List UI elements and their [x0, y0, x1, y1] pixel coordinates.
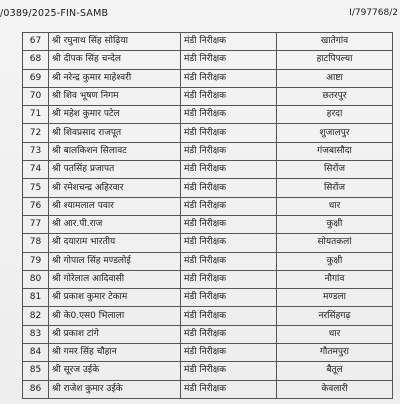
designation-cell: मंडी निरीक्षक [181, 362, 277, 380]
name-cell: श्री सूरज उईके [49, 362, 181, 380]
serial-number-cell: 69 [23, 69, 49, 87]
table-row [23, 289, 393, 307]
posting-place-cell: छतरपुर [277, 87, 393, 105]
table-row [23, 270, 393, 288]
name-cell: श्री शिवप्रसाद राजपूत [49, 124, 181, 142]
posting-place-cell: खातेगांव [277, 33, 393, 51]
designation-cell: मंडी निरीक्षक [181, 69, 277, 87]
table-row [23, 179, 393, 197]
designation-cell: मंडी निरीक्षक [181, 106, 277, 124]
serial-number-cell: 83 [23, 325, 49, 343]
table-row [23, 234, 393, 252]
name-cell: श्री रघुनाथ सिंह सोढ़िया [49, 33, 181, 51]
name-cell: श्री महेश कुमार पटेल [49, 106, 181, 124]
serial-number-cell: 71 [23, 106, 49, 124]
designation-cell: मंडी निरीक्षक [181, 252, 277, 270]
designation-cell: मंडी निरीक्षक [181, 289, 277, 307]
serial-number-cell: 84 [23, 344, 49, 362]
serial-number-cell: 67 [23, 33, 49, 51]
file-reference: /0389/2025-FIN-SAMB [0, 8, 109, 19]
table-row [23, 380, 393, 398]
name-cell: श्री गोरेलाल आदिवासी [49, 270, 181, 288]
name-cell: श्री शिव भूषण निगम [49, 87, 181, 105]
table-row [23, 344, 393, 362]
name-cell: श्री श्यामलाल पवार [49, 197, 181, 215]
name-cell: श्री बालकिशन सिलावट [49, 142, 181, 160]
serial-number-cell: 76 [23, 197, 49, 215]
name-cell: श्री रमेशचन्द्र अहिरवार [49, 179, 181, 197]
table-row [23, 325, 393, 343]
table-row [23, 87, 393, 105]
name-cell: श्री आर.पी.राज [49, 215, 181, 233]
posting-place-cell: हाटपिपल्या [277, 51, 393, 69]
serial-number-cell: 72 [23, 124, 49, 142]
table-row [23, 124, 393, 142]
serial-number-cell: 80 [23, 270, 49, 288]
designation-cell: मंडी निरीक्षक [181, 142, 277, 160]
posting-place-cell: शुजालपुर [277, 124, 393, 142]
posting-place-cell: कुक्षी [277, 215, 393, 233]
posting-place-cell: धार [277, 197, 393, 215]
name-cell: श्री गोपाल सिंह मण्डलोई [49, 252, 181, 270]
serial-number-cell: 74 [23, 161, 49, 179]
name-cell: श्री प्रकाश टांगे [49, 325, 181, 343]
serial-number-cell: 68 [23, 51, 49, 69]
staff-table [22, 32, 393, 399]
table-row [23, 106, 393, 124]
posting-place-cell: सोयतकलां [277, 234, 393, 252]
posting-place-cell: कुक्षी [277, 252, 393, 270]
name-cell: श्री नरेन्द्र कुमार माहेश्वरी [49, 69, 181, 87]
posting-place-cell: हरदा [277, 106, 393, 124]
serial-number-cell: 75 [23, 179, 49, 197]
posting-place-cell: केवलारी [277, 380, 393, 398]
serial-number-cell: 77 [23, 215, 49, 233]
table-row [23, 142, 393, 160]
designation-cell: मंडी निरीक्षक [181, 307, 277, 325]
table-row [23, 161, 393, 179]
designation-cell: मंडी निरीक्षक [181, 179, 277, 197]
name-cell: श्री राजेश कुमार उईके [49, 380, 181, 398]
designation-cell: मंडी निरीक्षक [181, 215, 277, 233]
posting-place-cell: गंजबासौदा [277, 142, 393, 160]
name-cell: श्री गमर सिंह चौहान [49, 344, 181, 362]
posting-place-cell: नरसिंहगढ़ [277, 307, 393, 325]
designation-cell: मंडी निरीक्षक [181, 325, 277, 343]
posting-place-cell: आष्टा [277, 69, 393, 87]
posting-place-cell: गौतमपुरा [277, 344, 393, 362]
serial-number-cell: 73 [23, 142, 49, 160]
table-row [23, 69, 393, 87]
designation-cell: मंडी निरीक्षक [181, 124, 277, 142]
designation-cell: मंडी निरीक्षक [181, 344, 277, 362]
name-cell: श्री दीपक सिंह चन्देल [49, 51, 181, 69]
designation-cell: मंडी निरीक्षक [181, 33, 277, 51]
posting-place-cell: सिरोंज [277, 161, 393, 179]
designation-cell: मंडी निरीक्षक [181, 87, 277, 105]
name-cell: श्री के0.एस0 भिलाला [49, 307, 181, 325]
serial-number-cell: 70 [23, 87, 49, 105]
posting-place-cell: बैतूल [277, 362, 393, 380]
serial-number-cell: 81 [23, 289, 49, 307]
designation-cell: मंडी निरीक्षक [181, 270, 277, 288]
designation-cell: मंडी निरीक्षक [181, 234, 277, 252]
serial-number-cell: 85 [23, 362, 49, 380]
designation-cell: मंडी निरीक्षक [181, 380, 277, 398]
table-row [23, 362, 393, 380]
serial-number-cell: 79 [23, 252, 49, 270]
table-row [23, 197, 393, 215]
name-cell: श्री पतसिंह प्रजापत [49, 161, 181, 179]
table-row [23, 51, 393, 69]
table-row [23, 33, 393, 51]
name-cell: श्री दयाराम भारतीय [49, 234, 181, 252]
serial-number-cell: 78 [23, 234, 49, 252]
table-row [23, 307, 393, 325]
posting-place-cell: मण्डला [277, 289, 393, 307]
designation-cell: मंडी निरीक्षक [181, 51, 277, 69]
table-body [23, 33, 393, 399]
document-number: I/797768/2 [349, 8, 398, 18]
table-row [23, 252, 393, 270]
name-cell: श्री प्रकाश कुमार टेकाम [49, 289, 181, 307]
designation-cell: मंडी निरीक्षक [181, 161, 277, 179]
table-row [23, 215, 393, 233]
posting-place-cell: धार [277, 325, 393, 343]
posting-place-cell: सिरोंज [277, 179, 393, 197]
serial-number-cell: 86 [23, 380, 49, 398]
designation-cell: मंडी निरीक्षक [181, 197, 277, 215]
posting-place-cell: नौगांव [277, 270, 393, 288]
serial-number-cell: 82 [23, 307, 49, 325]
